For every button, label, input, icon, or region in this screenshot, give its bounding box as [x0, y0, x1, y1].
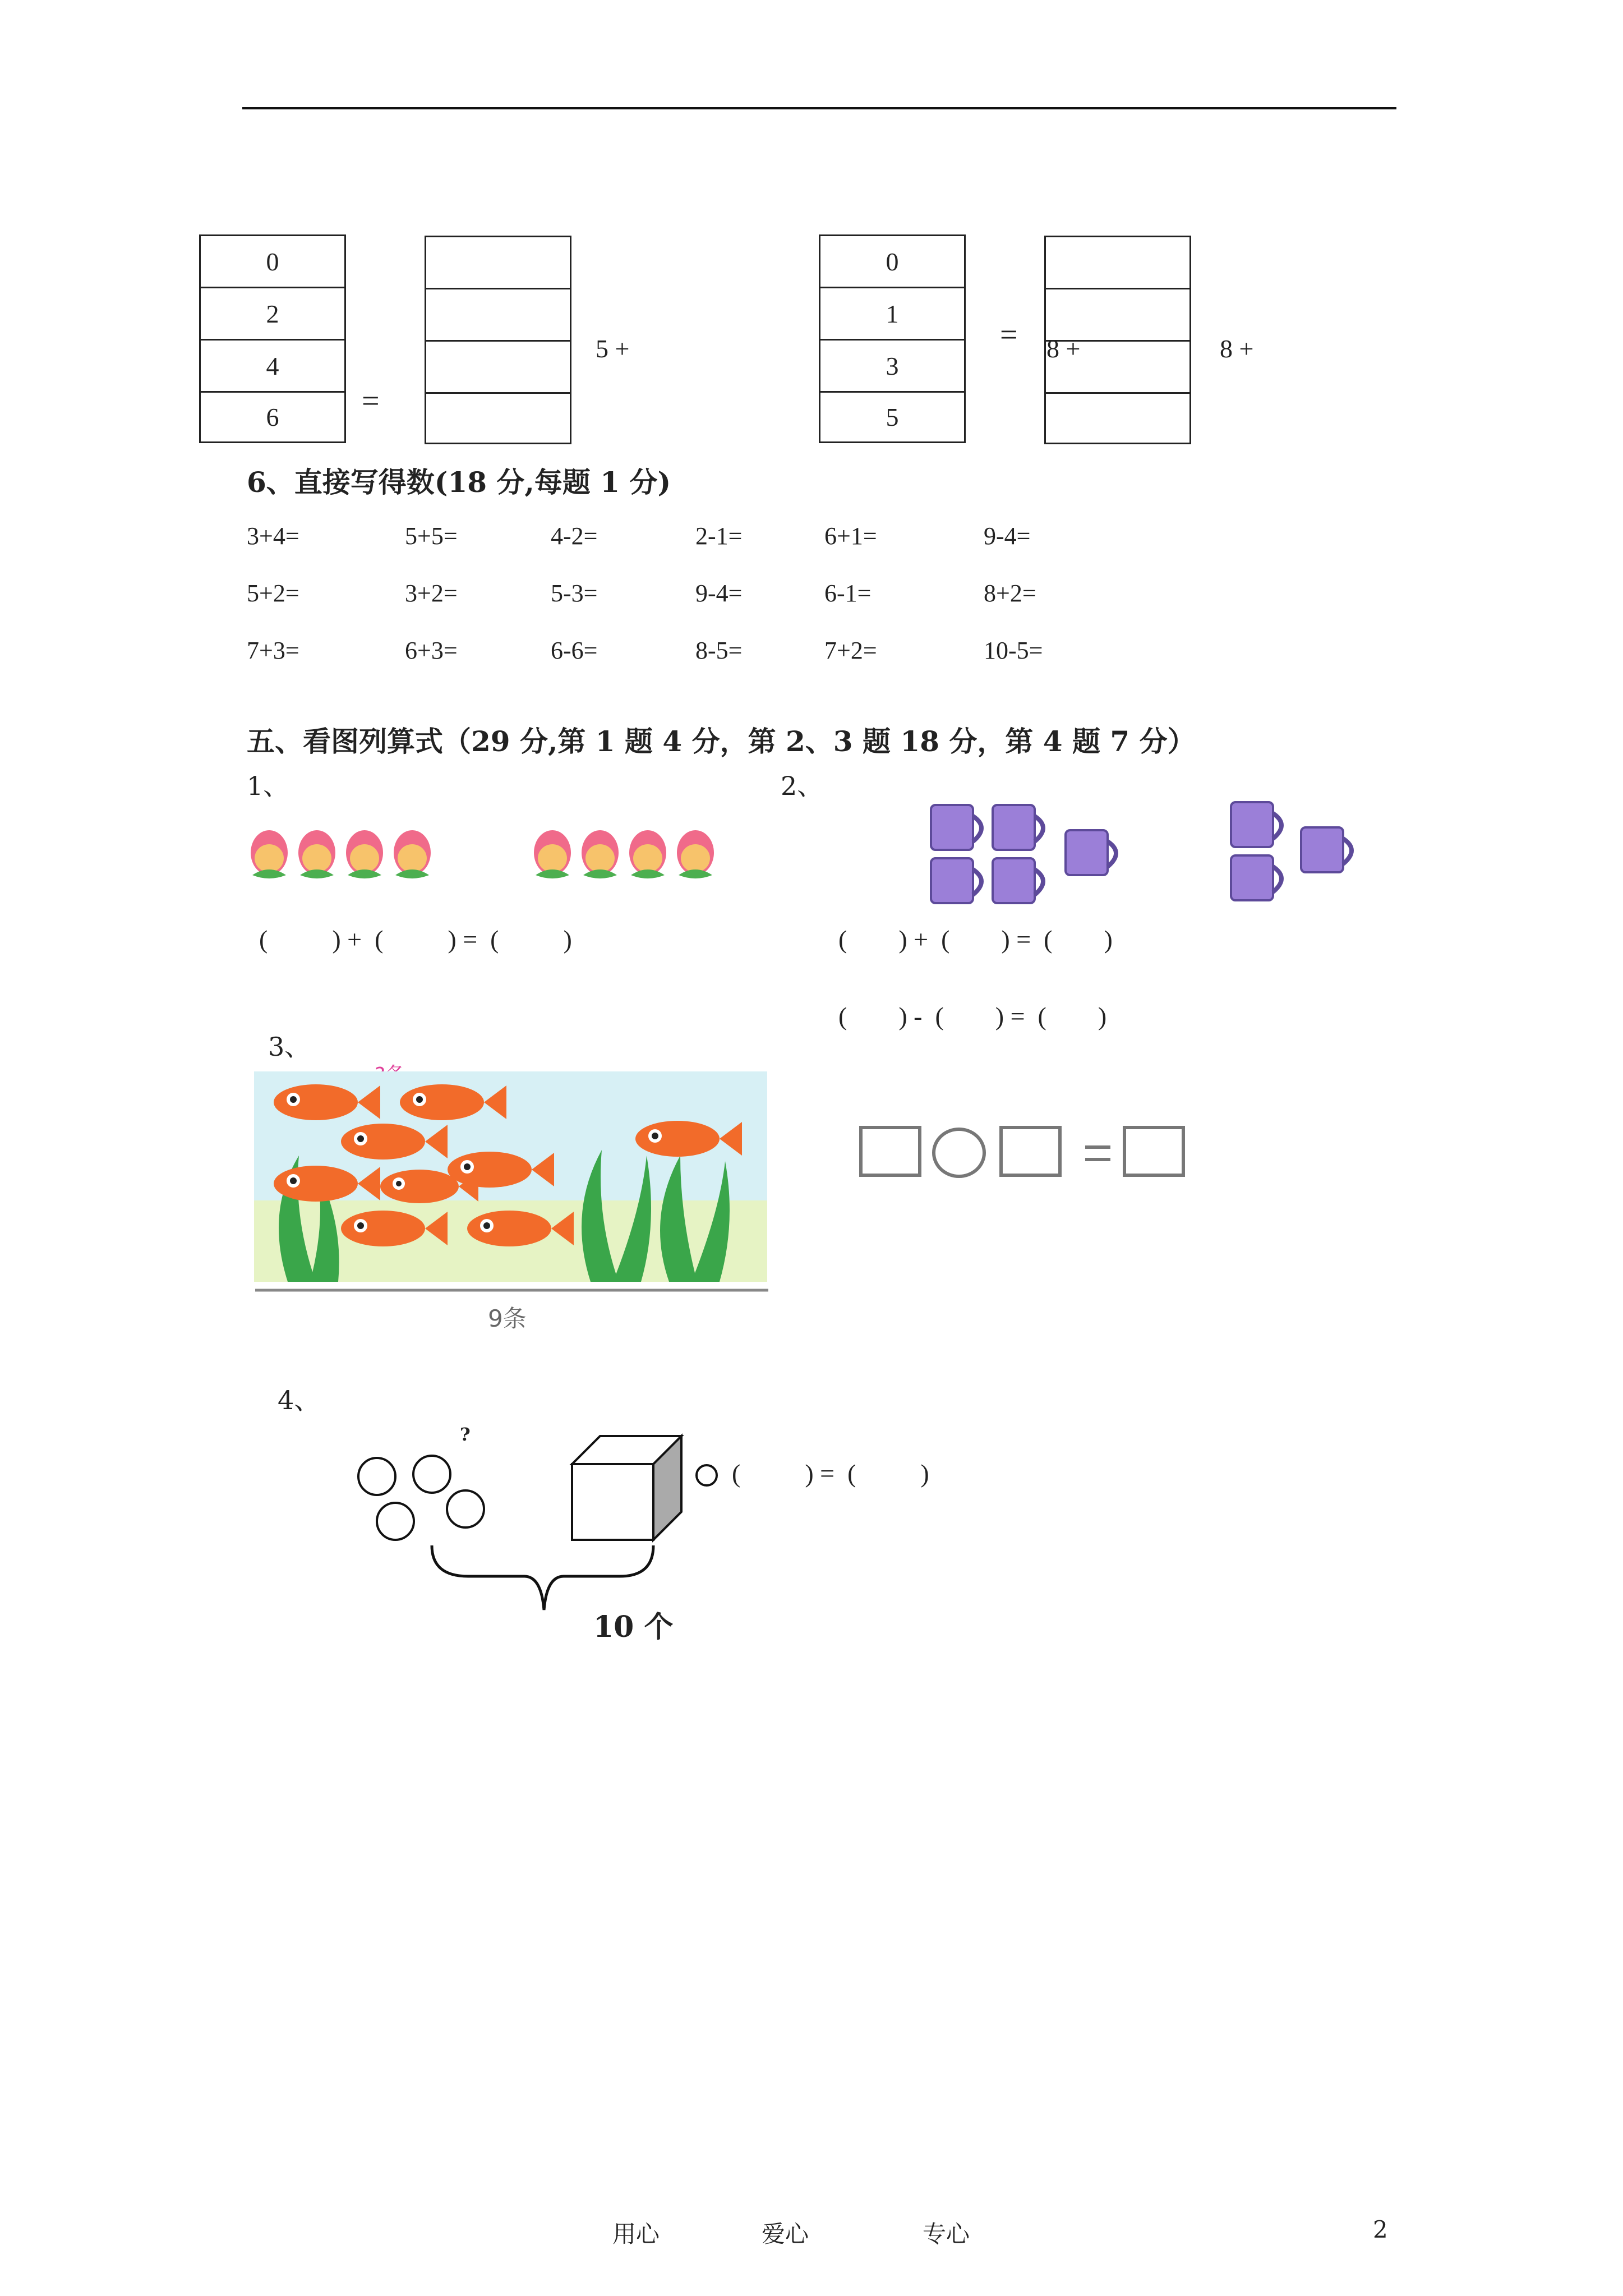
right-answer-0[interactable]: [1046, 236, 1189, 288]
right-answer-3[interactable]: [1046, 392, 1189, 444]
s6-r0-c0: 3+4=: [247, 522, 299, 550]
q4-operator-circle: [693, 1461, 721, 1489]
operator-circle: [934, 1129, 984, 1176]
peach-icon: [251, 830, 288, 878]
cups-group-right: [1228, 797, 1374, 909]
s6-r2-c2: 6-6=: [551, 637, 598, 664]
peach-icon: [582, 830, 619, 878]
right-cell-1: 1: [820, 287, 964, 339]
circle-icon: [447, 1490, 484, 1527]
right-operation-label: 8 +: [1220, 334, 1254, 363]
peach-icon: [394, 830, 431, 878]
cup-icon: [1231, 855, 1281, 900]
s6-r0-c2: 4-2=: [551, 522, 598, 550]
cup-icon: [993, 858, 1043, 903]
right-cell-2: 3: [820, 339, 964, 391]
answer-square-3: [1124, 1128, 1183, 1175]
s6-r0-c4: 6+1=: [824, 522, 877, 550]
cup-icon: [1231, 802, 1281, 847]
s6-r2-c1: 6+3=: [405, 637, 458, 664]
fish-scene: [254, 1071, 767, 1282]
left-answer-0[interactable]: [426, 236, 570, 288]
q4-circles: [353, 1453, 488, 1548]
q1-number: 1、: [247, 771, 289, 801]
answer-square-2: [1001, 1128, 1060, 1175]
s6-r2-c3: 8-5=: [695, 637, 743, 664]
left-cell-2: 4: [201, 339, 344, 391]
s6-r0-c3: 2-1=: [695, 522, 743, 550]
q2-equation-add[interactable]: ( ) + ( ) = ( ): [838, 925, 1113, 954]
left-answer-2[interactable]: [426, 340, 570, 392]
cup-icon: [931, 805, 981, 850]
q1-equation[interactable]: ( ) + ( ) = ( ): [259, 925, 572, 954]
section5-title: 五、看图列算式（29 分,第 1 题 4 分，第 2、3 题 18 分，第 4 题 7 分）: [247, 725, 1196, 758]
cup-icon: [931, 858, 981, 903]
peach-icon: [346, 830, 383, 878]
answer-square-1: [861, 1128, 920, 1175]
peach-icon: [629, 830, 666, 878]
q4-total-label: 10 个: [593, 1610, 674, 1644]
s6-r1-c3: 9-4=: [695, 579, 743, 607]
circle-icon: [377, 1503, 414, 1540]
peach-icon: [534, 830, 571, 878]
q2-number: 2、: [781, 771, 823, 801]
left-equals-sign: =: [362, 384, 380, 418]
right-cell-3: 5: [820, 391, 964, 443]
right-equals-sign: =: [1000, 318, 1018, 352]
cup-icon: [1066, 830, 1116, 875]
right-cell-0: 0: [820, 234, 964, 287]
q4-equation[interactable]: ( ) = ( ): [732, 1459, 929, 1488]
section6-title: 6、直接写得数(18 分,每题 1 分): [247, 466, 671, 499]
left-cell-3: 6: [201, 391, 344, 443]
header-rule: [242, 107, 1396, 109]
cup-icon: [1301, 827, 1352, 872]
right-answer-1[interactable]: [1046, 288, 1189, 340]
s6-r1-c2: 5-3=: [551, 579, 598, 607]
left-answer-1[interactable]: [426, 288, 570, 340]
cup-icon: [993, 805, 1043, 850]
footer-item-1: 用心: [612, 2220, 660, 2248]
page-number: 2: [1373, 2216, 1388, 2243]
fish-bracket-line: [255, 1285, 768, 1296]
left-operation-label: 5 +: [596, 334, 630, 363]
s6-r0-c5: 9-4=: [984, 522, 1031, 550]
peaches-group-right: [530, 819, 726, 886]
footer-item-3: 专心: [923, 2220, 970, 2248]
s6-r1-c0: 5+2=: [247, 579, 299, 607]
s6-r1-c1: 3+2=: [405, 579, 458, 607]
left-answer-column: [425, 236, 571, 444]
s6-r2-c4: 7+2=: [824, 637, 877, 664]
left-cell-1: 2: [201, 287, 344, 339]
footer-item-2: 爱心: [762, 2220, 809, 2248]
q3-total-label: 9条: [488, 1305, 527, 1332]
peach-icon: [298, 830, 335, 878]
circle-icon: [413, 1456, 450, 1493]
s6-r2-c5: 10-5=: [984, 637, 1043, 664]
peach-icon: [677, 830, 714, 878]
right-number-column: [819, 234, 966, 443]
left-answer-3[interactable]: [426, 392, 570, 444]
q2-equation-sub[interactable]: ( ) - ( ) = ( ): [838, 1002, 1107, 1030]
circle-icon: [358, 1458, 395, 1495]
s6-r0-c1: 5+5=: [405, 522, 458, 550]
q4-question-mark: ?: [460, 1424, 471, 1445]
left-number-column: [199, 234, 346, 443]
s6-r2-c0: 7+3=: [247, 637, 299, 664]
right-inner-label: 8 +: [1046, 334, 1081, 363]
peaches-group-left: [247, 819, 443, 886]
s6-r1-c5: 8+2=: [984, 579, 1036, 607]
q4-box: [569, 1433, 698, 1545]
cups-group-left: [928, 799, 1141, 912]
q4-number: 4、: [278, 1385, 320, 1415]
left-cell-0: 0: [201, 234, 344, 287]
q3-answer-template: [858, 1125, 1195, 1181]
q3-number: 3、: [268, 1032, 311, 1062]
s6-r1-c4: 6-1=: [824, 579, 872, 607]
